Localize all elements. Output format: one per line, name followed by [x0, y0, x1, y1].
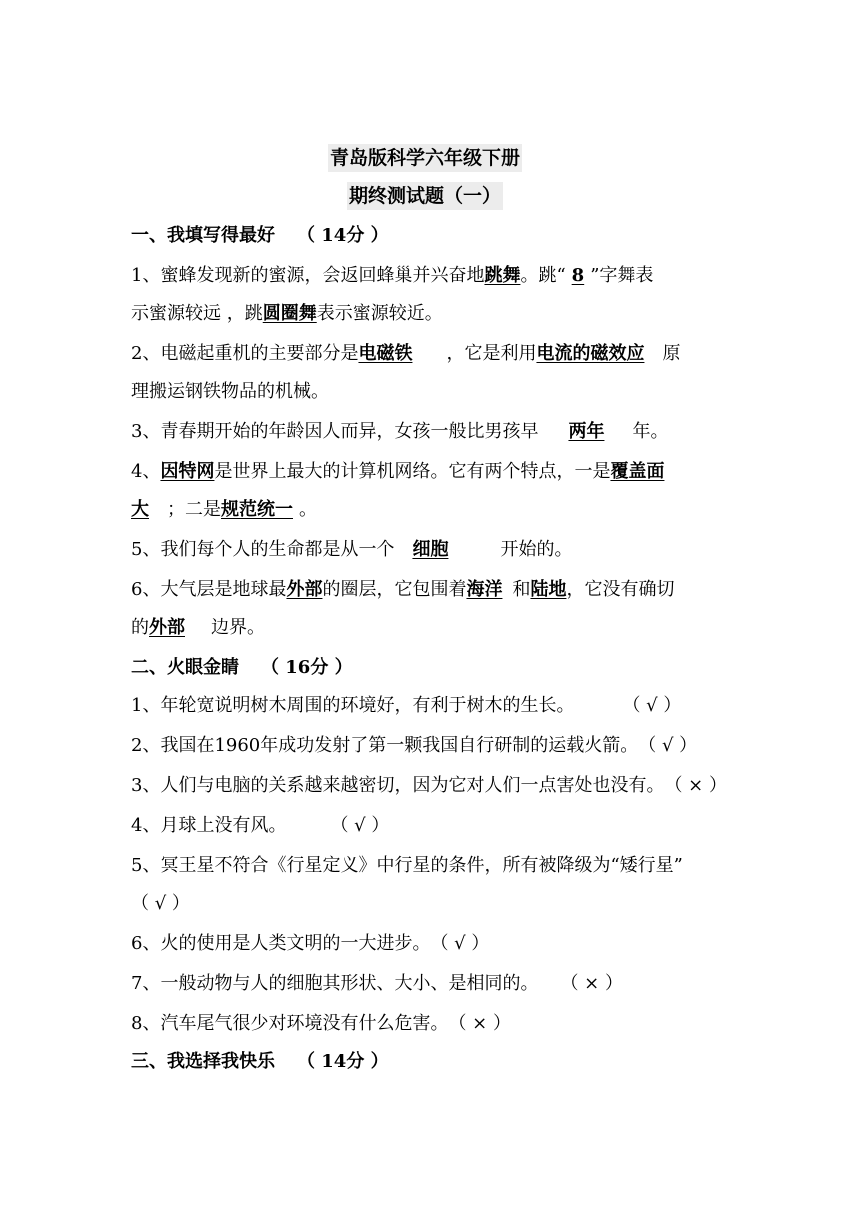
question-4-line-1: 4、因特网是世界上最大的计算机网络。它有两个特点，一是覆盖面: [131, 461, 665, 482]
tf-item: 8、汽车尾气很少对环境没有什么危害。（ × ）: [131, 1010, 511, 1038]
question-2-line-2: 理搬运钢铁物品的机械。: [131, 381, 329, 402]
answer: 圆圈舞: [262, 303, 317, 324]
answer: 海洋: [466, 579, 503, 600]
tf-item: 5、冥王星不符合《行星定义》中行星的条件，所有被降级为“矮行星”: [131, 855, 683, 876]
tf-item: [131, 890, 190, 918]
answer: 外部: [149, 617, 185, 638]
tf-item: 2、我国在1960年成功发射了第一颗我国自行研制的运载火箭。（ √ ）: [131, 732, 697, 760]
question-6-line-1: 6、大气层是地球最外部的圈层，它包围着海洋 和陆地，它没有确切: [131, 579, 675, 600]
answer: 电流的磁效应: [536, 343, 645, 364]
answer: 大: [131, 499, 149, 520]
answer-mark: （ √ ）: [131, 893, 190, 914]
section-heading-2: 二、火眼金睛 （ 16分 ）: [131, 657, 353, 678]
doc-title: 青岛版科学六年级下册: [328, 144, 522, 172]
section-heading-1: 一、我填写得最好 （ 14分 ）: [131, 225, 389, 246]
answer: 外部: [286, 579, 323, 600]
question-6-line-2: 的外部 边界。: [131, 617, 265, 638]
answer-mark: （ √ ）: [638, 735, 698, 756]
tf-item: 7、一般动物与人的细胞其形状、大小、是相同的。 （ × ）: [131, 970, 623, 998]
answer: 覆盖面: [610, 461, 665, 482]
answer-mark: （ √ ）: [330, 815, 390, 836]
tf-item: 6、火的使用是人类文明的一大进步。（ √ ）: [131, 930, 489, 958]
section-heading-3: 三、我选择我快乐 （ 14分 ）: [131, 1051, 389, 1072]
answer: 跳舞: [484, 265, 521, 286]
tf-item: 1、年轮宽说明树木周围的环境好，有利于树木的生长。 （ √ ）: [131, 692, 681, 720]
answer-mark: （ × ）: [664, 775, 727, 796]
question-5: 5、我们每个人的生命都是从一个 细胞 开始的。: [131, 539, 573, 560]
answer: 因特网: [160, 461, 215, 482]
answer: 规范统一: [221, 499, 293, 520]
answer-mark: （ × ）: [448, 1013, 511, 1034]
answer-mark: （ × ）: [560, 973, 623, 994]
answer: 8: [571, 265, 585, 286]
answer-mark: （ √ ）: [430, 933, 490, 954]
doc-subtitle: 期终测试题（一）: [347, 182, 503, 210]
question-1-line-2: 示蜜源较远 ，跳圆圈舞表示蜜源较近。: [131, 303, 443, 324]
question-1-line-1: 1、蜜蜂发现新的蜜源，会返回蜂巢并兴奋地跳舞。跳“ 8 ”字舞表: [131, 265, 654, 286]
answer: 陆地: [530, 579, 567, 600]
tf-item: 3、人们与电脑的关系越来越密切，因为它对人们一点害处也没有。（ × ）: [131, 772, 727, 800]
question-4-line-2: 大 ；二是规范统一 。: [131, 499, 317, 520]
answer-mark: （ √ ）: [622, 695, 682, 716]
tf-item: 4、月球上没有风。 （ √ ）: [131, 812, 389, 840]
answer: 细胞: [412, 539, 449, 560]
answer: 两年: [568, 421, 605, 442]
answer: 电磁铁: [358, 343, 413, 364]
question-2-line-1: 2、电磁起重机的主要部分是电磁铁 ，它是利用电流的磁效应 原: [131, 343, 681, 364]
question-3: 3、青春期开始的年龄因人而异，女孩一般比男孩早 两年 年。: [131, 421, 669, 442]
